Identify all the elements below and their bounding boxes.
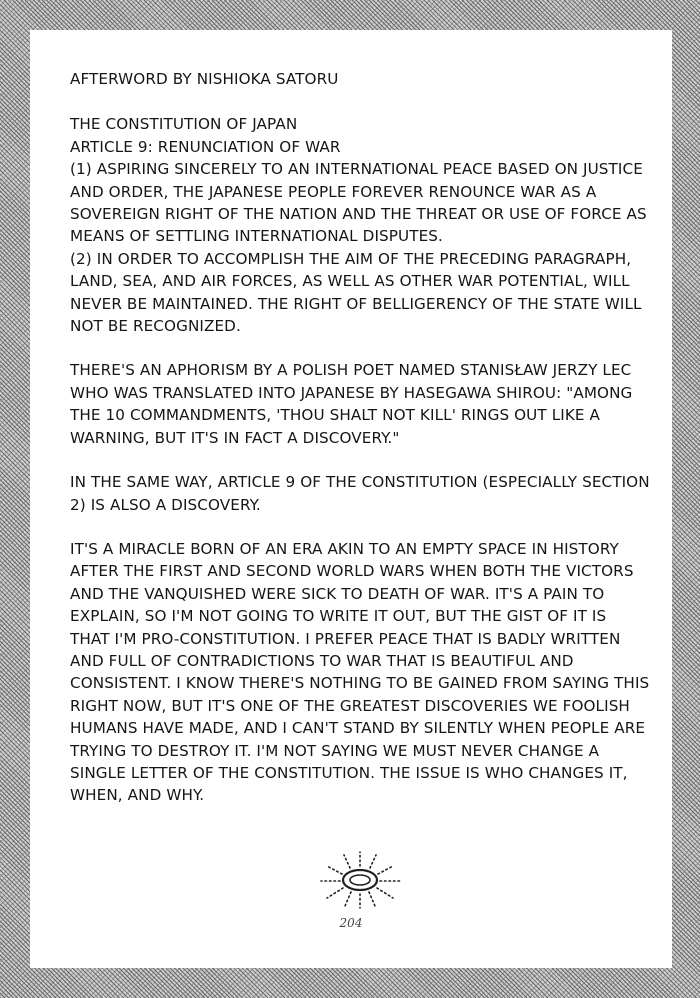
afterword-text xyxy=(70,68,650,829)
article-section-1: (1) ASPIRING SINCERELY TO AN INTERNATIONAL PEACE BASED ON JUSTICE AND ORDER, THE JAPANESE PEOPLE FOREVER RENOUNCE WAR AS A SOVEREIGN RIGHT OF THE NATION AND THE THREAT OR USE OF FORCE AS MEANS OF SETTLING INTERNATIONAL DISPUTES. xyxy=(70,160,647,246)
article-title: ARTICLE 9: RENUNCIATION OF WAR xyxy=(70,137,341,156)
constitution-article xyxy=(70,113,650,337)
article-section-2: (2) IN ORDER TO ACCOMPLISH THE AIM OF THE PRECEDING PARAGRAPH, LAND, SEA, AND AIR FORCES, AS WELL AS OTHER WAR POTENTIAL, WILL NEVER BE MAINTAINED. THE RIGHT OF BELLIGERENCY OF THE STATE WILL NOT BE RECOGNIZED. xyxy=(70,249,642,336)
sun-doodle-icon xyxy=(315,850,405,910)
paragraph-discovery: IN THE SAME WAY, ARTICLE 9 OF THE CONSTITUTION (ESPECIALLY SECTION 2) IS ALSO A DISCOVERY. xyxy=(70,473,650,514)
constitution-title: THE CONSTITUTION OF JAPAN xyxy=(70,115,298,134)
paragraph-aphorism: THERE'S AN APHORISM BY A POLISH POET NAMED STANISŁAW JERZY LEC WHO WAS TRANSLATED INTO JAPANESE BY HASEGAWA SHIROU: "AMONG THE 10 COMMANDMENTS, 'THOU SHALT NOT KILL' RINGS OUT LIKE A WARNING, BUT IT'S IN FACT A DISCOVERY." xyxy=(70,361,633,447)
page xyxy=(30,30,672,968)
paragraph-miracle: IT'S A MIRACLE BORN OF AN ERA AKIN TO AN EMPTY SPACE IN HISTORY AFTER THE FIRST AND SECOND WORLD WARS WHEN BOTH THE VICTORS AND THE VANQUISHED WERE SICK TO DEATH OF WAR. IT'S A PAIN TO EXPLAIN, SO I'M NOT GOING TO WRITE IT OUT, BUT THE GIST OF IT IS THAT I'M PRO-CONSTITUTION. I PREFER PEACE THAT IS BADLY WRITTEN AND FULL OF CONTRADICTIONS TO WAR THAT IS BEAUTIFUL AND CONSISTENT. I KNOW THERE'S NOTHING TO BE GAINED FROM SAYING THIS RIGHT NOW, BUT IT'S ONE OF THE GREATEST DISCOVERIES WE FOOLISH HUMANS HAVE MADE, AND I CAN'T STAND BY SILENTLY WHEN PEOPLE ARE TRYING TO DESTROY IT. I'M NOT SAYING WE MUST NEVER CHANGE A SINGLE LETTER OF THE CONSTITUTION. THE ISSUE IS WHO CHANGES IT, WHEN, AND WHY. xyxy=(70,539,650,805)
page-number: 204 xyxy=(339,916,363,930)
afterword-title: AFTERWORD BY NISHIOKA SATORU xyxy=(70,70,339,88)
